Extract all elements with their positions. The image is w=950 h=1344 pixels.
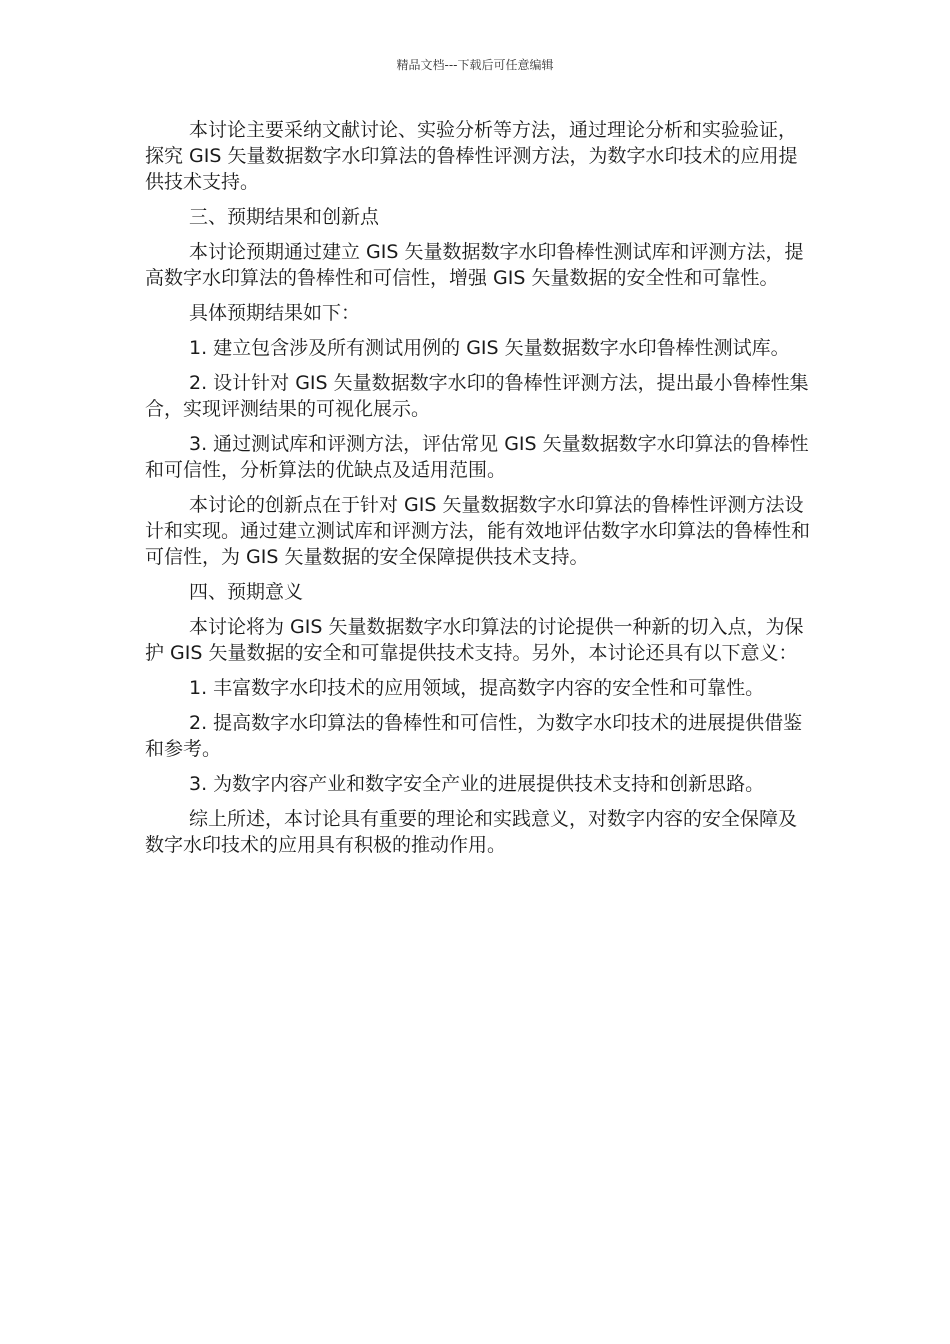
list-item-result-1: 1. 建立包含涉及所有测试用例的 GIS 矢量数据数字水印鲁棒性测试库。 xyxy=(189,337,790,359)
document-body xyxy=(145,117,815,867)
page-header: 精品文档---下载后可任意编辑 xyxy=(396,58,554,72)
list-item-significance-3: 3. 为数字内容产业和数字安全产业的进展提供技术支持和创新思路。 xyxy=(189,773,765,795)
paragraph-expected-intro: 具体预期结果如下： xyxy=(189,302,361,324)
section-heading-significance: 四、预期意义 xyxy=(189,581,304,603)
section-heading-expected-results: 三、预期结果和创新点 xyxy=(189,206,380,228)
list-item-result-3: 3. 通过测试库和评测方法，评估常见 GIS 矢量数据数字水印算法的鲁棒性和可信性，分析算法的优缺点及适用范围。 xyxy=(145,433,809,481)
list-item-significance-1: 1. 丰富数字水印技术的应用领域，提高数字内容的安全性和可靠性。 xyxy=(189,677,765,699)
paragraph-conclusion: 综上所述，本讨论具有重要的理论和实践意义，对数字内容的安全保障及数字水印技术的应用具有积极的推动作用。 xyxy=(145,808,798,856)
paragraph-expected-overview: 本讨论预期通过建立 GIS 矢量数据数字水印鲁棒性测试库和评测方法，提高数字水印算法的鲁棒性和可信性，增强 GIS 矢量数据的安全性和可靠性。 xyxy=(145,241,804,289)
paragraph-significance-intro: 本讨论将为 GIS 矢量数据数字水印算法的讨论提供一种新的切入点，为保护 GIS 矢量数据的安全和可靠提供技术支持。另外，本讨论还具有以下意义： xyxy=(145,616,804,664)
paragraph-methods: 本讨论主要采纳文献讨论、实验分析等方法，通过理论分析和实验验证，探究 GIS 矢量数据数字水印算法的鲁棒性评测方法，为数字水印技术的应用提供技术支持。 xyxy=(145,119,798,193)
paragraph-innovation: 本讨论的创新点在于针对 GIS 矢量数据数字水印算法的鲁棒性评测方法设计和实现。通过建立测试库和评测方法，能有效地评估数字水印算法的鲁棒性和可信性，为 GIS 矢量数据的安全保障提供技术支持。 xyxy=(145,494,811,568)
list-item-significance-2: 2. 提高数字水印算法的鲁棒性和可信性，为数字水印技术的进展提供借鉴和参考。 xyxy=(145,712,803,760)
list-item-result-2: 2. 设计针对 GIS 矢量数据数字水印的鲁棒性评测方法，提出最小鲁棒性集合，实现评测结果的可视化展示。 xyxy=(145,372,809,420)
